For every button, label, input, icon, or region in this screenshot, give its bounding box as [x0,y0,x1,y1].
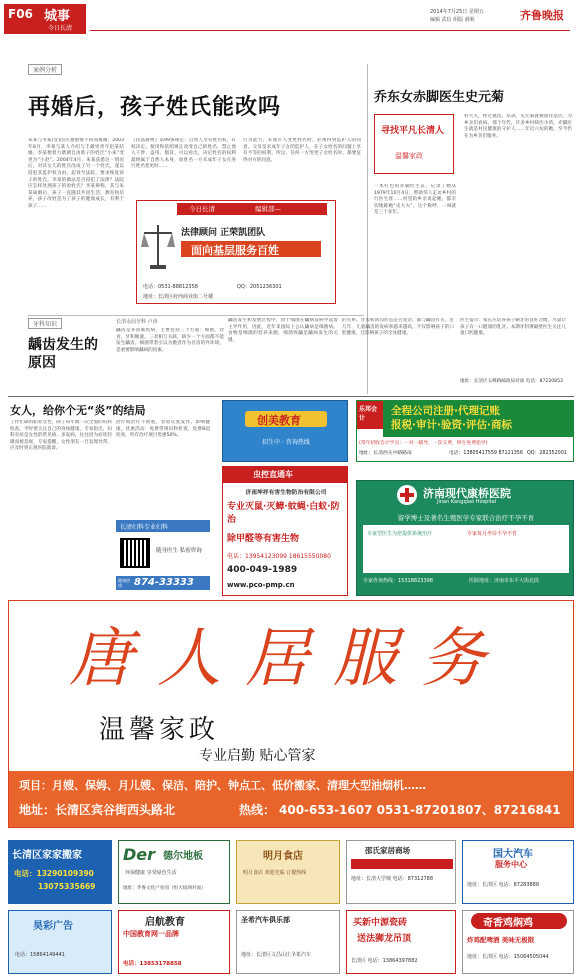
promo-qq: QQ：2051236301 [237,284,282,290]
law-promo-box [136,200,336,304]
ad-title: 德尔地板 [163,851,203,862]
case-tag: 案例分析 [28,64,62,75]
ad-head: 全程公司注册·代理记账 [391,405,500,417]
dental-contact: 地址：长清区五峰路邮政局对面 电话：87220853 [460,379,563,384]
ad-qihang-education[interactable] [118,910,230,974]
ad-sub: (常年招收会计学员：一对一辅导，一次交费，终生免费指导) [359,441,488,446]
ad-kangqiao-hospital[interactable] [356,480,574,596]
women-health-story [8,400,212,596]
ad-sub: 环保健康 享受绿色生活 [125,870,177,876]
promo-team: 法律顾问 正荣凯团队 [181,228,266,238]
ad-company: 济南坤祥有害生物防治有限公司 [245,490,327,496]
dental-headline: 龋齿发生的原因 [28,337,98,371]
address: 地址：长清区宾谷街西头路北 [19,803,176,817]
ad-line: 地址：长清区 电话：15064505044 [467,954,549,960]
page-header [0,0,580,40]
story-column-3: 行为能力，未成年人变更姓名时，必须得到监护人的同意。父母是未成年子女的监护人，在子女姓名的问题上享有平等的权利。所以，任何一方变更子女姓名时，都要征得对方的同意。 [243,138,361,163]
ad-jiajia-moving[interactable] [8,840,112,904]
barefoot-column-2: 科大夫，经过挑选、培训，史元菊就被派往基层，为乡亲们看病。那个年代，许多乡村缺医少药，赤脚医生就是村民健康的守护人……年近六旬的她，至今仍在为乡亲们服务。 [464,114,572,139]
feature-sublabel: 温馨家政 [395,152,423,160]
ad-phone: 电话：13954123099 18615550080 [227,553,331,560]
hotline-number: 874-33333 [134,577,194,588]
ad-line: 地址：长清区文昌山庄圣希汽车 [241,952,312,958]
qr-caption: 随身医生 私密咨询 [156,548,202,554]
story-title: 乔东女赤脚医生史元菊 [374,90,505,105]
promo-phone: 电话：0531-88812358 [143,284,198,290]
ad-title: 昊彩广告 [33,921,73,932]
women-hospital: 长清妇科专业妇科 [120,524,169,531]
ad-web: www.pco-pmp.cn [227,581,295,589]
qr-code [120,538,150,568]
dental-column-4: 医生提示：家长应培养孩子刷牙的良好习惯，尽量让孩子有一口健康的乳牙。本期牙科署隔壁医生关注儿童口腔健康。 [460,318,566,337]
story-column-1: 朱某与李某(女)因夫妻感情不和而离婚，2003年8月，李某与某人介绍与丰雄男青年赵某结婚，李某便着力谐调自由新子的姓氏“小朱”变更为“小赵”。2004年4月，朱某获悉这一情况后，对其女儿的姓氏改成了另一个姓氏，遂以侵犯其监护权为由，起诉至法院，要求恢复孩子的姓氏。李某的做法是否侵犯了法律？法院应怎样处理孩子的原姓氏？李某辩称，其与朱某离婚后，孩子一直随其共同生活，教育和培养，孩子改姓是为了孩子的健康成长，有利于孩子…… [28,138,124,209]
ad-haocai-advertising[interactable] [8,910,112,974]
ad-sub: 服务中心 [495,860,527,869]
ad-line: 地址：齐鲁文化产业园（恒大绿洲对面） [123,886,206,891]
dental-byline: 长清永固牙科 卢涛 [116,319,158,325]
ad-tag: 乐邦会计 [359,406,378,422]
ad-phone-2: 13075335669 [38,882,96,891]
paper-name: 齐鲁晚报 [520,9,564,22]
ad-title: 创美教育 [257,414,301,427]
ad-lemu-accounting[interactable] [356,400,574,462]
ad-logo-bar [351,859,453,869]
brand-tagline: 专业启勤 贴心管家 [199,748,316,764]
story-dental [28,318,568,394]
feature-label-box [374,114,454,174]
women-headline: 女人，给你个无“炎”的结局 [10,404,146,417]
ad-title: 明月食店 [263,851,303,862]
service-list: 项目：月嫂、保姆、月儿嫂、保洁、陪护、钟点工、低价搬家、清理大型油烟机…… [19,779,426,792]
ad-head-2: 报税·审计·验资·评估·商标 [391,419,512,431]
ad-chuangmei-education[interactable] [222,400,348,462]
ad-services: 专业灭鼠·灭蟑·蚊蝇·白蚁·防治 [227,502,340,525]
ad-brand: 虫控直通车 [253,470,293,479]
ad-title: 济南现代康桥医院 [423,487,511,500]
ad-panel-text: 专家型医生为您提供系统治疗 [367,531,433,537]
issue-date: 2014年7月25日 星期五 [430,9,484,15]
ad-address: 地址：长清西关中路路南 [359,451,412,456]
page-number: F06 [8,7,33,21]
dental-column-3: 的关系。牙齿和窝沟形态是否复杂，都与龋齿有关。近几年，儿童龋齿的发病率越来越高，不仅影响孩子的口腔健康，还影响孩子的全身健康。 [342,318,454,337]
ad-shaoshi-furniture[interactable] [346,840,456,904]
ad-hotline: 专家咨询热线：15318823398 [363,578,433,584]
section-name: 城事 [44,9,71,24]
ad-panel-text-2: 专家每月坐诊不孕不育 [467,531,518,537]
hospital-cross-icon [397,485,417,505]
hotline-numbers: 400-653-1607 0531-87201807、87216841 [279,803,561,817]
hotline-label: 热线： [239,803,276,817]
ad-line: 地址：长清区 电话：87283888 [467,882,540,888]
ad-title: 国大汽车 [493,849,533,860]
ad-qq: QQ：282352001 [527,451,567,456]
dental-column-1: 龋齿是多因素疾病，主要包括三个方面：细菌，饮食，牙和唾液。三者相互关联，缺少一个方面都不能发生龋齿。细菌带着引以为傲者作为牙齿的外环境，是重要影响龋病的因素。 [116,328,224,353]
story-headline: 再婚后，孩子姓氏能改吗 [28,95,282,120]
ad-sub: 中国教育网一品牌 [123,930,179,938]
story-remarriage [28,64,363,312]
section-divider [28,315,364,316]
ad-title: 奇香鸡焖鸡 [483,918,533,929]
women-column-2: 治疗或治疗不彻底，容易反复发作，影响健康。优惠活动：免费常规妇科检查，免费B超检查，所有治疗项目优惠50%。 [116,420,210,439]
ad-title: 邵氏家居商场 [365,846,410,855]
promo-slogan: 编辑部— [255,205,281,213]
ad-line: 长清区 电话：13864397882 [351,958,418,964]
ad-phone: 电话：13290109390 [14,869,94,878]
ad-qixiang-chicken[interactable] [462,910,574,974]
ad-wenxin-housekeeping[interactable] [8,600,574,828]
ad-title: 买新中源瓷砖 [353,918,408,928]
promo-address: 地址：长清区府西商业街二号楼 [143,294,214,300]
barefoot-column-1: 一本红色的赤脚医生证，记录了她从1979年10月4日，帮助邻人走访乡村的行医生涯……村里的乡亲说起她，都亲切地称她“史大夫”。这个称呼，一叫就是三十多年。 [374,184,456,216]
ad-tel: 400-049-1989 [227,565,298,575]
header-rule [90,30,570,31]
feature-label: 寻找平凡长清人 [381,126,445,136]
editors: 编辑 武信 组版 郝莉 [430,17,475,23]
ad-line: 地址：长清大学城 电话：87312788 [351,876,434,882]
ad-der-flooring[interactable] [118,840,230,904]
ad-mingyue-restaurant[interactable] [236,840,340,904]
ad-line: 明月食店 欢迎光临 订餐热线 [243,870,307,876]
ad-guoda-auto[interactable] [462,840,574,904]
dental-column-2: 龋齿发生和发展过程中，由于细菌在龋病发病中起着主导作用，因此，近年来国际上公认龋病是细菌病。食物是细菌的营养来源，细菌致龋是龋病发生的关键。 [228,318,338,343]
ad-title: 启航教育 [145,917,185,928]
brand-name: 温馨家政 [99,715,220,745]
brand-calligraphy: 唐人居服务 [69,622,509,696]
ad-logo: Der [123,845,156,864]
ad-line: 电话：15864149441 [15,952,65,958]
ad-address: 医院地址：济南市东平大街北段 [469,578,540,584]
scales-of-justice-icon [141,221,175,271]
ad-lines: 招生中 · 咨询热线 [262,439,310,446]
ad-title: 圣希汽车俱乐部 [241,916,290,924]
women-column-1: 工作忙碌的职业女性，除了每年做一次全面的妇科检查，平时要关注自己的身体健康。专家指出，妇科炎症是女性的常见病、多发病，往往因为症状轻微而被忽视。专家提醒，女性朋友一旦发现异常，应及时到正规医院就诊。 [10,420,112,452]
ad-phone: 电话：13805417559 87221356 [449,451,523,456]
ad-pest-control[interactable] [222,466,348,596]
promo-subtitle: 面向基层服务百姓 [191,244,279,257]
ad-en-title: Jinan Kangqiao Hospital [437,499,497,505]
ad-line: 电话：13853178858 [123,961,182,967]
story-column-2: 《民法通则》第99条规定：自然人享有姓名权，有权决定、使用和依照规定改变自己的姓名，禁止他人干涉、盗用、假冒。可以看出，决定姓名的权利最终属于自然人本身，而姓名一方未成年子女在进行姓名变更时…… [131,138,236,170]
dental-tag: 牙科知识 [28,318,62,329]
hotline-label: 健康热线 [118,578,130,588]
ad-xinzhongyuan-tiles[interactable] [346,910,456,974]
ad-banner: 留学博士及著名生殖医学专家联合治疗不孕不育 [397,514,535,522]
ad-title: 长清区家家搬家 [12,850,82,861]
ad-services-2: 除甲醛等有害生物 [227,534,300,544]
section-divider [8,396,574,397]
ad-sub: 炸鸡配啤酒 美味无极限 [467,936,535,944]
subsection-name: 今日长清 [48,25,73,32]
promo-brand: 今日长清 [189,205,215,213]
ad-shengxi-car-club[interactable] [236,910,340,974]
ad-sub: 送法狮龙吊顶 [357,934,412,944]
